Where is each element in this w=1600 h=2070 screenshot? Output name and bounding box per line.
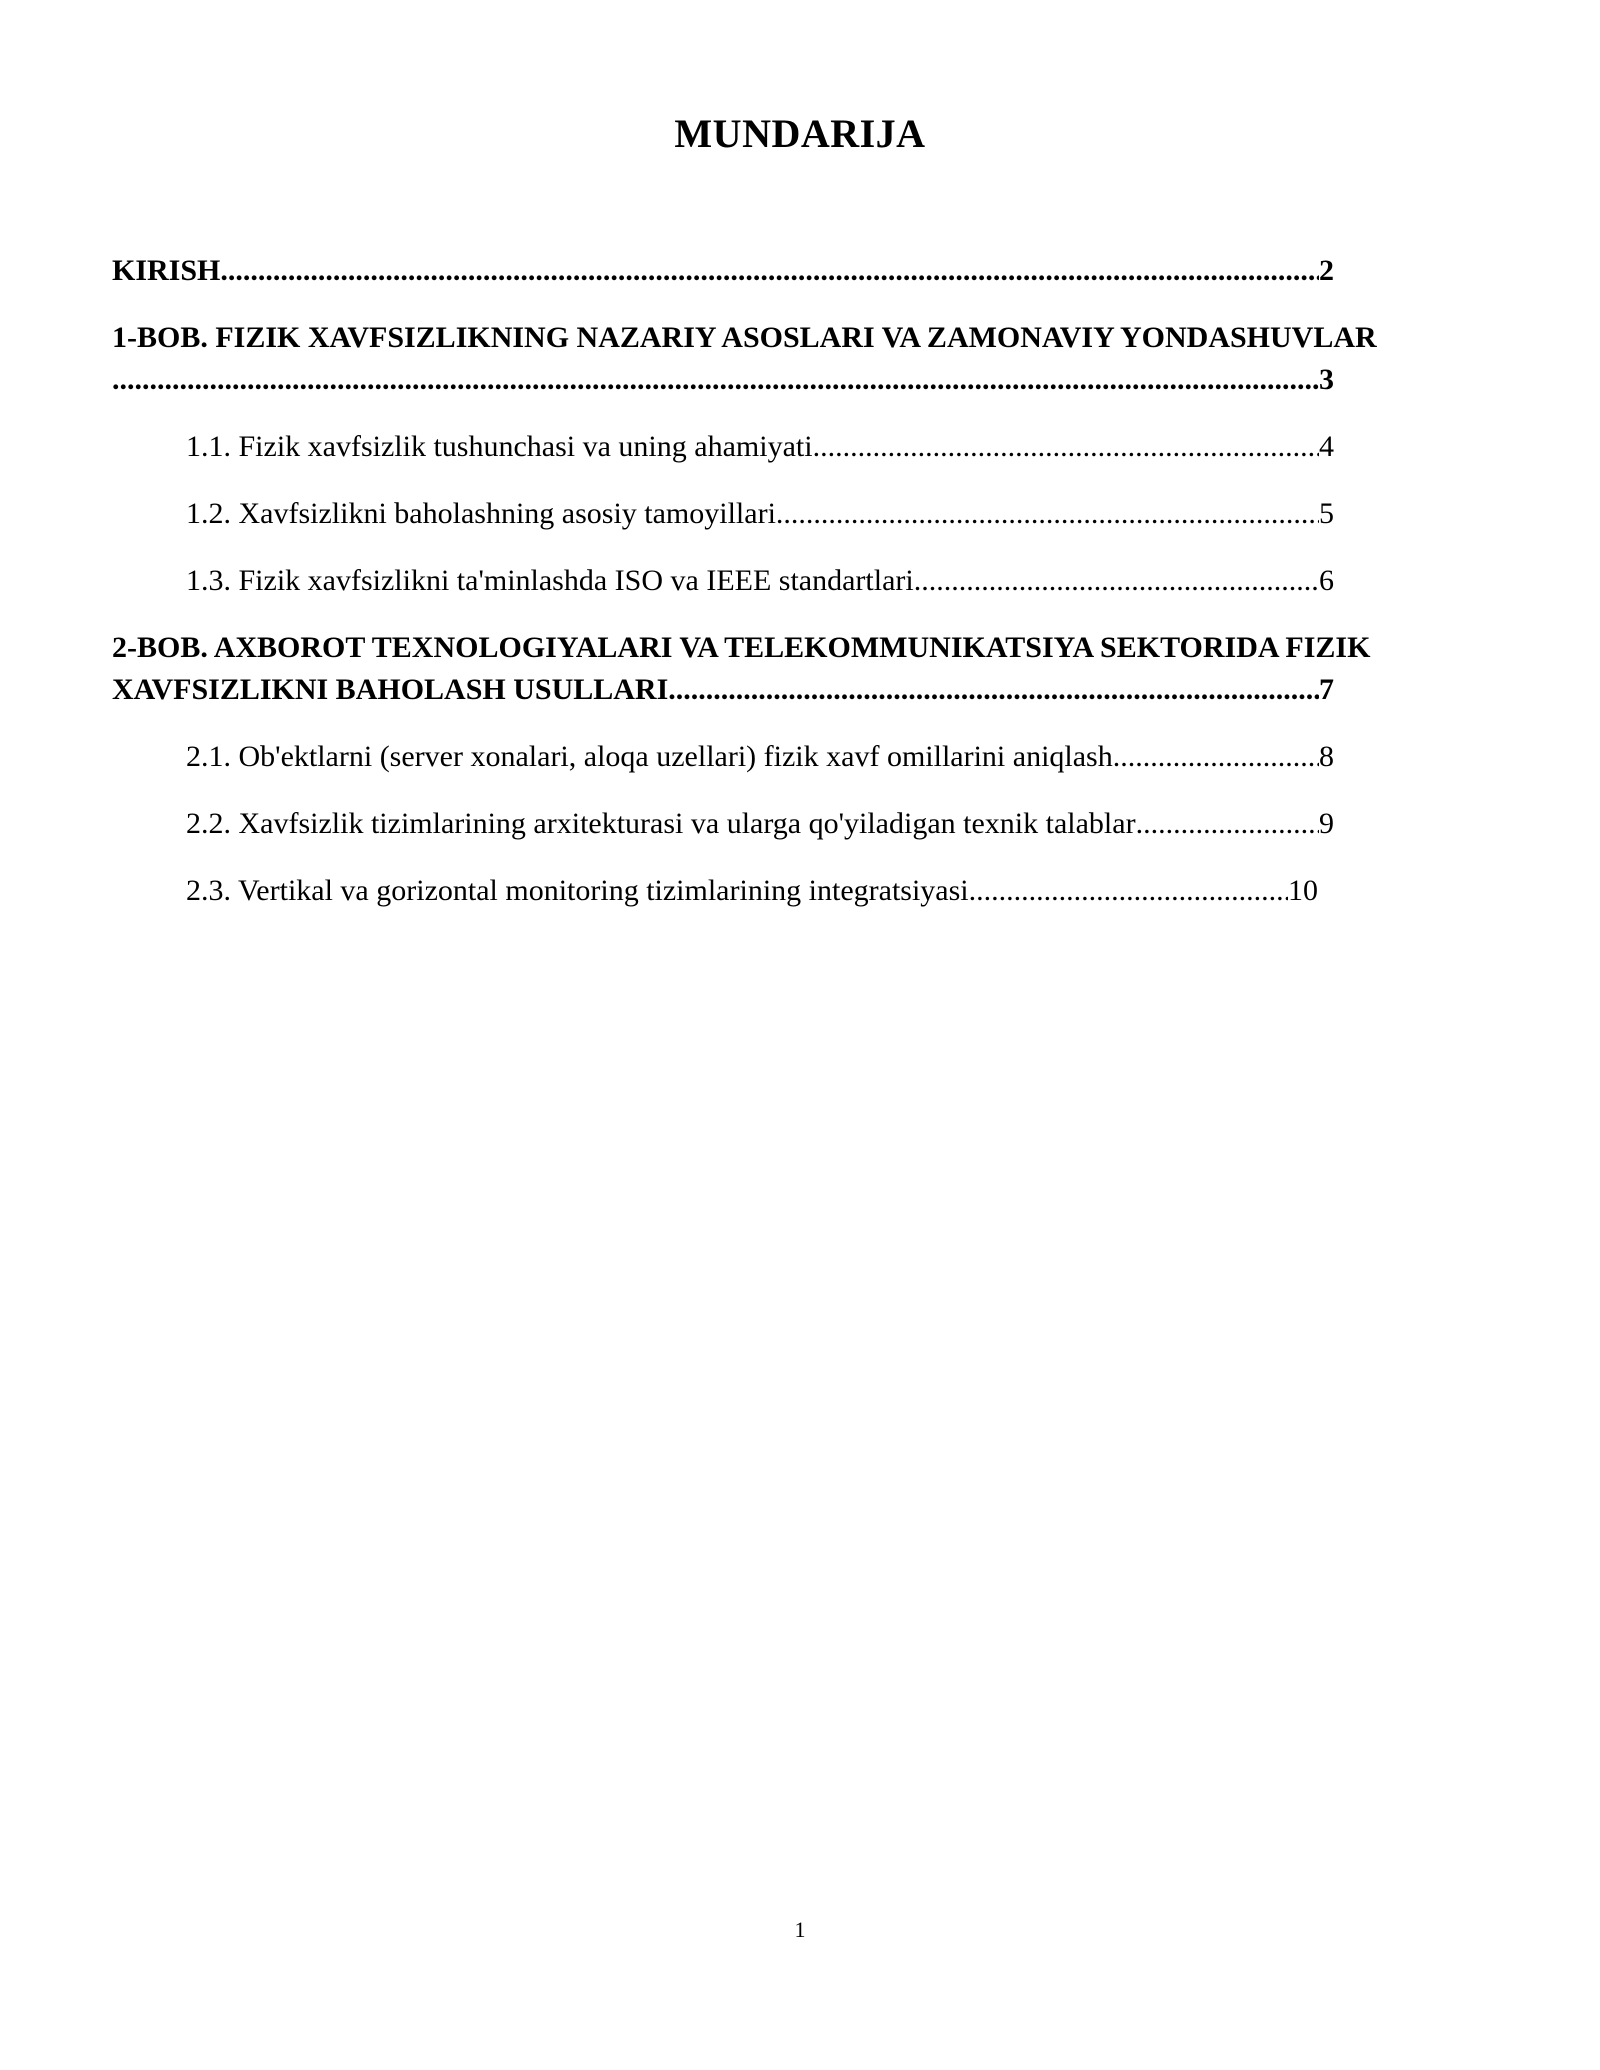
toc-entry-chapter-2[interactable] [112,627,1371,711]
toc-entry-section-2-2[interactable] [112,803,1334,845]
toc-entry-section-1-2[interactable] [112,493,1334,535]
toc-entry-chapter-1[interactable] [112,317,1377,401]
toc-entry-label: 2.1. Ob'ektlarni (server xonalari, aloqa uzellari) fizik xavf omillarini aniqlash [186,740,1113,773]
toc-page-number: 2 [1319,254,1334,287]
dot-leader [1136,803,1319,845]
toc-entry-section-2-1[interactable] [112,736,1334,778]
dot-leader [813,426,1319,468]
toc-page-number: 5 [1319,497,1334,530]
toc-page-number: 10 [1288,874,1318,907]
toc-entry-section-2-3[interactable] [112,870,1334,912]
toc-page-number: 4 [1319,430,1334,463]
toc-page-number: 3 [1319,363,1334,396]
toc-entry-label: 1-BOB. FIZIK XAVFSIZLIKNING NAZARIY ASOSLARI VA ZAMONAVIY YONDASHUVLAR [112,321,1377,354]
toc-entry-label: 1.3. Fizik xavfsizlikni ta'minlashda ISO va IEEE standartlari [186,564,914,597]
dot-leader [776,493,1319,535]
page-title: MUNDARIJA [674,111,926,156]
table-of-contents [112,250,1377,937]
dot-leader [112,359,1319,401]
toc-entry-label: 1.2. Xavfsizlikni baholashning asosiy tamoyillari [186,497,776,530]
toc-page-number: 9 [1319,807,1334,840]
toc-entry-label-line-2: XAVFSIZLIKNI BAHOLASH USULLARI [112,673,669,706]
toc-entry-label: 2.2. Xavfsizlik tizimlarining arxitekturasi va ularga qo'yiladigan texnik talablar [186,807,1136,840]
toc-entry-label: KIRISH [112,254,221,287]
dot-leader [668,669,1319,711]
dot-leader [220,250,1319,292]
dot-leader [1113,736,1319,778]
toc-page-number: 6 [1319,564,1334,597]
toc-entry-kirish[interactable] [112,250,1334,292]
dot-leader [969,870,1288,912]
toc-entry-label: 1.1. Fizik xavfsizlik tushunchasi va uning ahamiyati [186,430,813,463]
page-number: 1 [794,1917,806,1942]
toc-page-number: 7 [1319,673,1334,706]
toc-entry-label: 2.3. Vertikal va gorizontal monitoring tizimlarining integratsiyasi [186,874,969,907]
toc-page-number: 8 [1319,740,1334,773]
dot-leader [914,560,1319,602]
toc-entry-label-line-1: 2-BOB. AXBOROT TEXNOLOGIYALARI VA TELEKOMMUNIKATSIYA SEKTORIDA FIZIK [112,631,1371,664]
toc-entry-section-1-3[interactable] [112,560,1334,602]
toc-entry-section-1-1[interactable] [112,426,1334,468]
